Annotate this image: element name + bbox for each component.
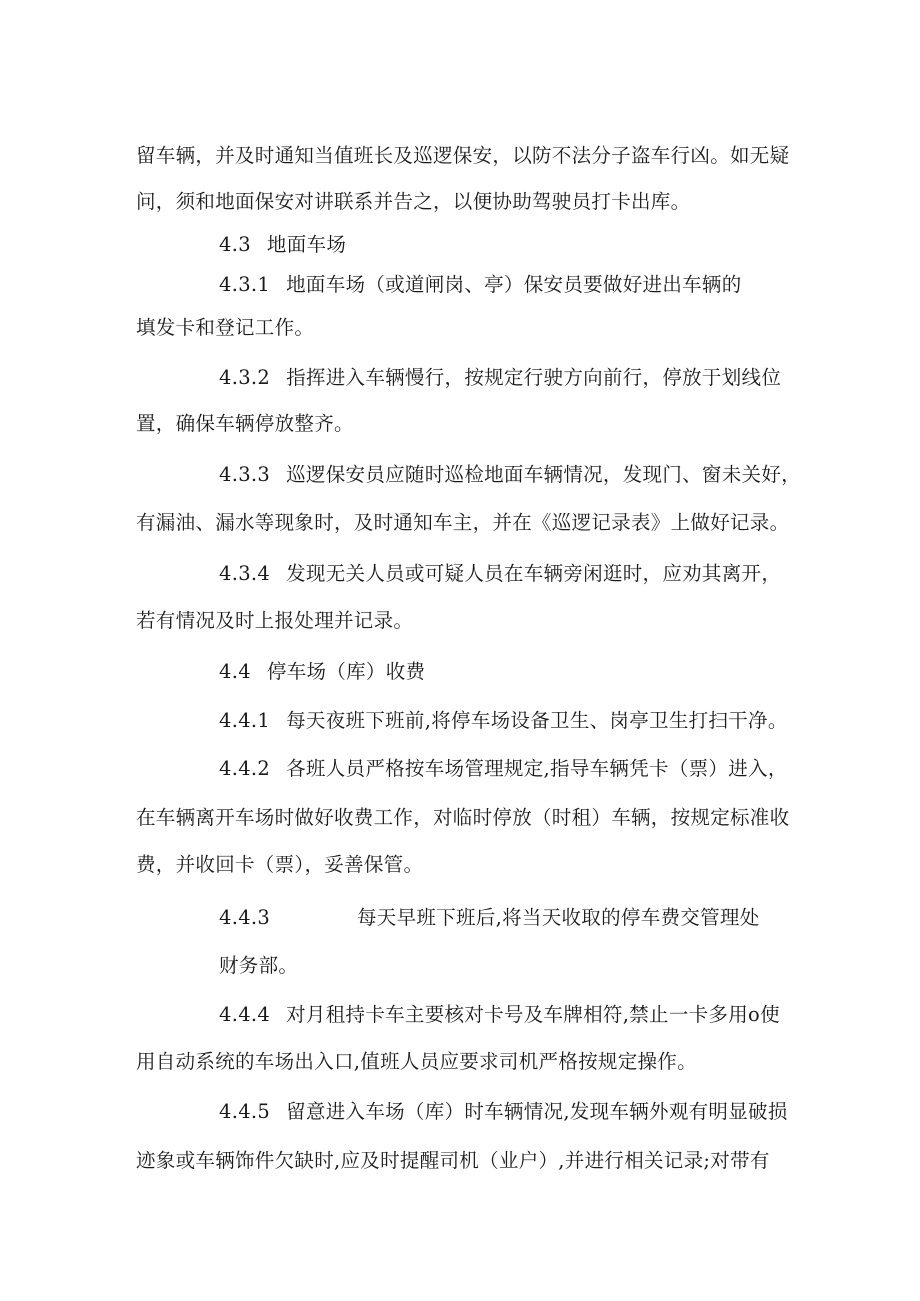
clause-number: 4.3.4	[219, 562, 271, 585]
section-heading	[219, 233, 346, 257]
paragraph-line	[136, 412, 354, 436]
clause-number: 4.4.4	[219, 1003, 271, 1026]
clause-line	[219, 709, 788, 733]
line-text: 每天早班下班后,将当天收取的停车费交管理处	[357, 906, 760, 929]
paragraph-line	[136, 1149, 770, 1173]
line-text: 指挥进入车辆慢行，按规定行驶方向前行，停放于划线位	[286, 366, 782, 389]
clause-number: 4.4.5	[219, 1100, 271, 1123]
clause-number: 4.3.2	[219, 366, 271, 389]
line-text: 费，并收回卡（票），妥善保管。	[136, 853, 424, 876]
paragraph-line	[136, 144, 789, 168]
line-text: 若有情况及时上报处理并记录。	[136, 609, 414, 632]
paragraph-line	[136, 853, 423, 877]
line-text: 财务部。	[219, 954, 299, 977]
clause-line	[219, 906, 760, 930]
line-text: 每天夜班下班前,将停车场设备卫生、岗亭卫生打扫干净。	[286, 709, 788, 732]
line-text: 对月租持卡车主要核对卡号及车牌相符,禁止一卡多用o使	[286, 1003, 780, 1026]
line-text: 用自动系统的车场出入口,值班人员应要求司机严格按规定操作。	[136, 1050, 697, 1073]
clause-number: 4.3.1	[219, 273, 271, 296]
clause-number: 4.4.1	[219, 709, 271, 732]
paragraph-line	[136, 1050, 697, 1074]
paragraph-line	[219, 954, 298, 978]
line-text: 留车辆，并及时通知当值班长及巡逻保安，以防不法分子盗车行凶。如无疑	[136, 144, 790, 167]
clause-line	[219, 1003, 780, 1027]
clause-number: 4.4.2	[219, 757, 271, 780]
paragraph-line	[136, 316, 314, 340]
line-text: 有漏油、漏水等现象时，及时通知车主，并在《巡逻记录表》上做好记录。	[136, 511, 790, 534]
section-title: 地面车场	[266, 233, 347, 256]
line-text: 巡逻保安员应随时巡检地面车辆情况，发现门、窗未关好，	[286, 463, 801, 486]
paragraph-line	[136, 609, 413, 633]
line-text: 置，确保车辆停放整齐。	[136, 412, 354, 435]
clause-number: 4.3.3	[219, 463, 271, 486]
clause-line	[219, 562, 781, 586]
clause-line	[219, 757, 788, 781]
paragraph-line	[136, 511, 789, 535]
clause-line	[219, 366, 781, 390]
section-heading	[219, 660, 425, 684]
paragraph-line	[136, 806, 789, 830]
clause-number: 4.4.3	[219, 906, 271, 929]
section-number: 4.3	[219, 233, 251, 256]
clause-line	[219, 273, 742, 297]
line-text: 留意进入车场（库）时车辆情况,发现车辆外观有明显破损	[286, 1100, 788, 1123]
line-text: 迹象或车辆饰件欠缺时,应及时提醒司机（业户）,并进行相关记录;对带有	[136, 1149, 770, 1172]
section-number: 4.4	[219, 660, 251, 683]
line-text: 各班人员严格按车场管理规定,指导车辆凭卡（票）进入，	[286, 757, 788, 780]
line-text: 填发卡和登记工作。	[136, 316, 315, 339]
line-text: 在车辆离开车场时做好收费工作，对临时停放（时租）车辆，按规定标准收	[136, 806, 790, 829]
line-text: 地面车场（或道闸岗、亭）保安员要做好进出车辆的	[286, 273, 742, 296]
paragraph-line	[136, 190, 690, 214]
line-text: 发现无关人员或可疑人员在车辆旁闲逛时，应劝其离开，	[286, 562, 782, 585]
section-title: 停车场（库）收费	[266, 660, 426, 683]
clause-line	[219, 1100, 788, 1124]
clause-line	[219, 463, 801, 487]
line-text: 问，须和地面保安对讲联系并告之，以便协助驾驶员打卡出库。	[136, 190, 691, 213]
